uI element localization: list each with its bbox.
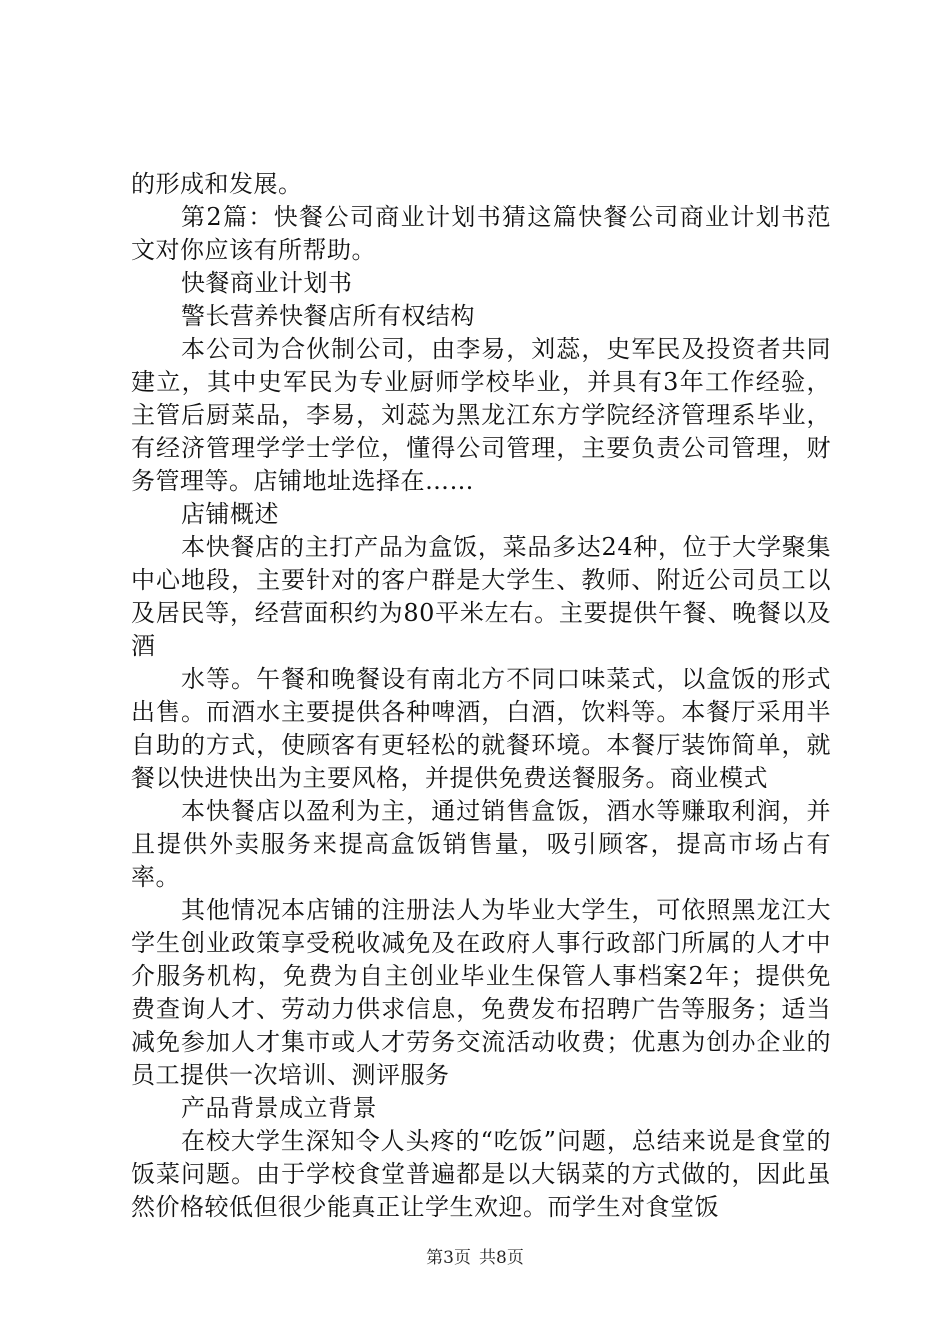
- paragraph: 的形成和发展。: [131, 170, 303, 198]
- page-footer: [0, 1243, 950, 1268]
- paragraph: 其他情况本店铺的注册法人为毕业大学生，可依照黑龙江大学生创业政策享受税收减免及在政府人事行政部门所属的人才中介服务机构，免费为自主创业毕业生保管人事档案2年；提供免费查询人才、劳动力供求信息，免费发布招聘广告等服务；适当减免参加人才集市或人才劳务交流活动收费；优惠为创办企业的员工提供一次培训、测评服务: [131, 896, 831, 1089]
- paragraph: 本快餐店的主打产品为盒饭，菜品多达24种，位于大学聚集中心地段，主要针对的客户群是大学生、教师、附近公司员工以及居民等，经营面积约为80平米左右。主要提供午餐、晚餐以及酒: [131, 533, 831, 660]
- page-total: 共8页: [479, 1248, 524, 1268]
- document-body: [131, 168, 831, 1224]
- paragraph: 在校大学生深知令人头疼的“吃饭”问题，总结来说是食堂的饭菜问题。由于学校食堂普遍都是以大锅菜的方式做的，因此虽然价格较低但很少能真正让学生欢迎。而学生对食堂饭: [131, 1127, 831, 1221]
- paragraph: 警长营养快餐店所有权结构: [181, 302, 475, 330]
- paragraph: 本公司为合伙制公司，由李易，刘蕊，史军民及投资者共同建立，其中史军民为专业厨师学校毕业，并具有3年工作经验，主管后厨菜品，李易，刘蕊为黑龙江东方学院经济管理系毕业，有经济管理学学士学位，懂得公司管理，主要负责公司管理，财务管理等。店铺地址选择在……: [131, 335, 831, 495]
- paragraph: 水等。午餐和晚餐设有南北方不同口味菜式，以盒饭的形式出售。而酒水主要提供各种啤酒，白酒，饮料等。本餐厅采用半自助的方式，使顾客有更轻松的就餐环境。本餐厅装饰简单，就餐以快进快出为主要风格，并提供免费送餐服务。商业模式: [131, 665, 831, 792]
- page-number: 第3页: [426, 1248, 471, 1268]
- paragraph: 产品背景成立背景: [181, 1094, 377, 1122]
- paragraph: 快餐商业计划书: [181, 269, 353, 297]
- paragraph: 第2篇：快餐公司商业计划书猜这篇快餐公司商业计划书范文对你应该有所帮助。: [131, 203, 831, 264]
- paragraph: 本快餐店以盈利为主，通过销售盒饭，酒水等赚取利润，并且提供外卖服务来提高盒饭销售量，吸引顾客，提高市场占有率。: [131, 797, 831, 891]
- paragraph: 店铺概述: [181, 500, 279, 528]
